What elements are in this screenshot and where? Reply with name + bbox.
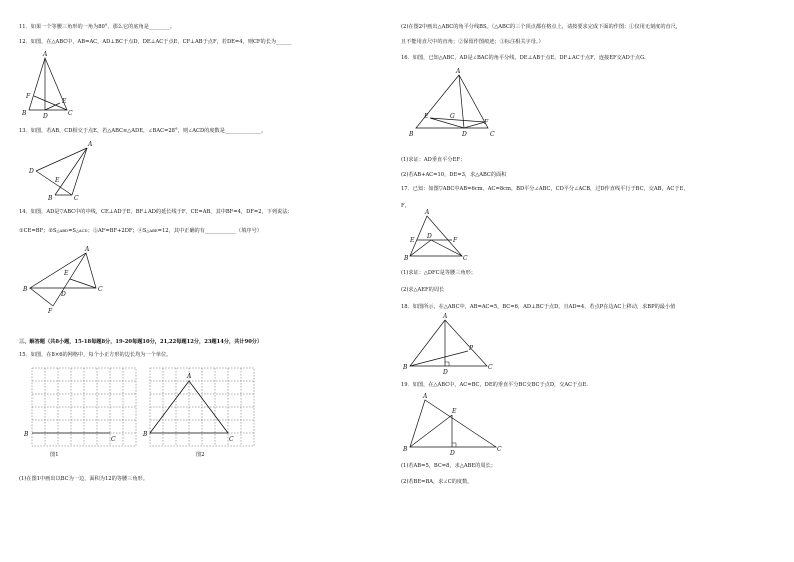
section-3-heading: 三、解答题（共8小题，15-18每题8分，19-20每题10分，21,22每题12分，23题14分，共计90分） (19, 339, 263, 345)
question-11: 11．如果一个等腰三角形的一角为80°，那么它的底角是________。 (19, 24, 175, 30)
question-18: 18．如图所示，在△ABC中，AB=AC=5，BC=6，AD⊥BC于点D，且AD=4，若点P在边AC上移动，求BP的最小值 (401, 304, 676, 310)
svg-text:A: A (88, 141, 93, 148)
svg-text:B: B (403, 364, 408, 371)
svg-text:A: A (425, 209, 430, 216)
question-17-line2: F， (401, 203, 410, 209)
svg-text:C: C (497, 446, 502, 453)
q14-line-bf (30, 288, 53, 306)
q18-right-angle (445, 362, 449, 366)
question-16-part2: (2)若AB+AC=10，DE=3，求△ABC的面积 (401, 172, 507, 178)
q16-labels (408, 68, 495, 138)
svg-text:F: F (48, 308, 53, 315)
svg-text:D: D (462, 131, 467, 138)
svg-text:C: C (229, 436, 234, 443)
svg-text:B: B (48, 195, 53, 202)
svg-text:F: F (453, 237, 458, 244)
q17-line-cd (431, 240, 462, 256)
question-17-part2: (2)求△AEF的周长 (401, 287, 445, 293)
question-16: 16．如图，已知△ABC，AD是∠BAC的角平分线，DE⊥AB于点E，DF⊥AC于点F，连接EF交AD于点G. (401, 55, 646, 61)
svg-text:E: E (64, 270, 69, 277)
svg-text:C: C (463, 255, 468, 262)
figure-2-caption: 图2 (196, 452, 205, 458)
svg-text:C: C (111, 436, 116, 443)
q14-line-af (53, 253, 86, 306)
svg-text:A: A (423, 393, 428, 400)
question-19-part2: (2)若BE=BA，求∠C的度数。 (401, 479, 473, 485)
q16-line-ef (430, 118, 485, 122)
q16-line-df (464, 122, 485, 128)
q14-line-ce (70, 279, 96, 288)
figure-1-caption: 图1 (50, 452, 59, 458)
svg-text:C: C (68, 110, 73, 117)
q13-labels (28, 141, 93, 202)
svg-text:E: E (410, 237, 415, 244)
question-15-part1: (1)在图1中画出以BC为一边，面积为12的等腰三角形。 (19, 476, 148, 482)
svg-text:A: A (187, 373, 192, 380)
svg-text:E: E (452, 408, 457, 415)
svg-text:A: A (85, 246, 90, 253)
figure-q14 (30, 253, 96, 306)
question-13: 13．如图，若AB，CD相交于点E，若△ABC≌△ADE，∠BAC=28°，则∠ACD的度数是______________。 (19, 128, 267, 134)
svg-text:C: C (490, 131, 495, 138)
question-17-line1: 17．已知：如图▽ABC中AB=6cm，AC=8cm，BD平分∠ABC，CD平分∠ACB，过D作直线平行于BC，交AB，AC于E， (401, 186, 689, 192)
q13-line-ac (72, 148, 87, 195)
figure-q13 (36, 148, 87, 195)
svg-text:E: E (55, 177, 60, 184)
svg-text:D: D (61, 291, 66, 298)
svg-text:A: A (443, 313, 448, 320)
q19-right-angle (452, 443, 456, 447)
figure-q17 (410, 216, 462, 256)
question-15: 15．如图，在8×6的网格中，每个小正方形的边长均为一个单位。 (19, 352, 172, 358)
svg-text:B: B (143, 431, 148, 438)
svg-text:P: P (469, 345, 474, 352)
svg-text:B: B (403, 446, 408, 453)
figure-q18 (410, 320, 487, 366)
question-12: 12．如图，在△ABC中，AB=AC，AD⊥BC于点D，DE⊥AC于点E，CF⊥AB于点F，若DE=4，则CF的长为______ (19, 39, 292, 45)
svg-text:G: G (450, 113, 455, 120)
svg-text:B: B (24, 431, 29, 438)
q16-triangle (416, 75, 488, 128)
svg-text:A: A (43, 51, 48, 58)
grid-figure-1 (32, 368, 136, 446)
svg-text:C: C (98, 286, 103, 293)
svg-text:D: D (29, 168, 34, 175)
question-15-part2-line1: (2)在图2中画出△ABC的角平分线BS。（△ABC的三个顶点都在格点上，请按要求完成下面的作图：①仅用无刻度的直尺， (401, 24, 682, 30)
svg-text:B: B (23, 286, 28, 293)
q14-triangle (30, 253, 96, 288)
question-16-part1: (1)求证：AD垂直平分EF； (401, 157, 466, 163)
svg-text:D: D (427, 233, 432, 240)
svg-text:F: F (484, 119, 489, 126)
q14-labels (22, 246, 103, 315)
question-19-part1: (1)若AB=5，BC=8，求△ABE的周长； (401, 463, 496, 469)
svg-text:B: B (409, 131, 414, 138)
svg-text:A: A (456, 68, 461, 75)
q13-line-dc (36, 171, 72, 195)
question-14-line2: ①CE=BF；②S△ABD=S△ACD；③AF=BF+2DF；④S△ABE=12，其中正确的有____________（填序号） (19, 228, 262, 234)
svg-text:F: F (26, 93, 31, 100)
figure-q16 (416, 75, 488, 128)
question-14-line1: 14．如图，AD是▽ABC中的中线，CE⊥AD于E，BF⊥AD的延长线于F，CE=AB，其中BF=4，DF=2，下列说法： (19, 209, 293, 215)
q15-labels (23, 373, 234, 443)
question-19: 19．如图，在△ABC中，AC=BC，DE的垂直平分BC交BC于点D，交AC于点E. (401, 382, 588, 388)
q18-line-bp (410, 351, 468, 366)
grid-figure-2 (150, 368, 254, 446)
svg-text:B: B (404, 255, 409, 262)
q19-line-be (410, 415, 452, 447)
svg-text:B: B (22, 110, 27, 117)
svg-text:D: D (443, 369, 448, 376)
svg-text:E: E (424, 113, 429, 120)
svg-text:C: C (74, 195, 79, 202)
question-17-part1: (1)求证：△DFC是等腰三角形； (401, 270, 476, 276)
svg-text:E: E (62, 98, 67, 105)
svg-text:C: C (488, 364, 493, 371)
svg-text:D: D (43, 113, 48, 120)
q18-triangle (410, 320, 487, 366)
question-15-part2-line2: 且不能用直尺中的直角；②保留作图痕迹；③标注相关字母。） (401, 39, 544, 45)
svg-text:D: D (450, 450, 455, 457)
